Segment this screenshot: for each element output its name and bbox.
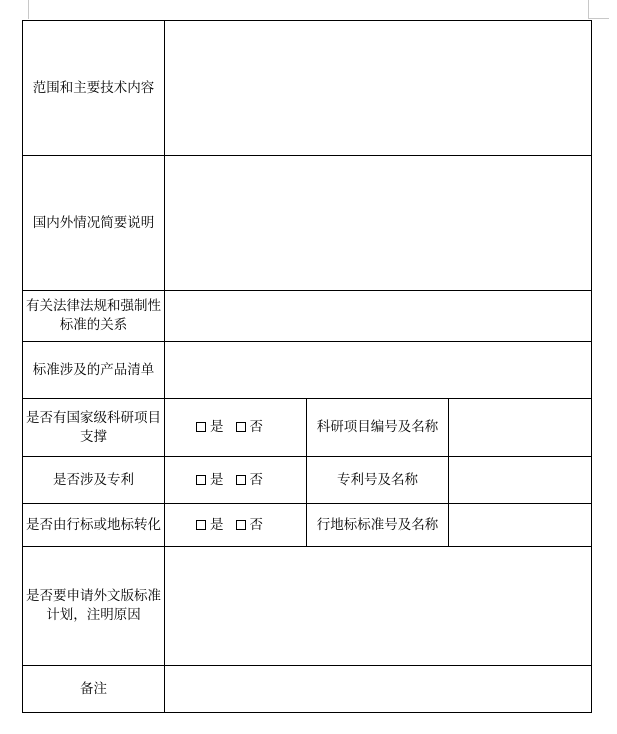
no-label: 否 [249, 419, 263, 435]
no-label: 否 [249, 471, 263, 488]
empty-checkbox-icon[interactable] [236, 520, 246, 530]
page-margin-mark-top [589, 18, 609, 19]
research-project-yes-option[interactable] [196, 418, 224, 437]
page-margin-mark-left [28, 0, 29, 19]
no-label: 否 [249, 516, 263, 533]
research-project-choice [165, 399, 307, 457]
research-project-detail-field[interactable] [449, 399, 592, 457]
table-row-research-project [23, 399, 592, 457]
scope-label: 范围和主要技术内容 [23, 21, 165, 156]
table-row-foreign-language-plan [23, 547, 592, 666]
standard-conversion-detail-field[interactable] [449, 504, 592, 547]
product-list-label: 标准涉及的产品清单 [23, 342, 165, 399]
standard-conversion-yes-option[interactable] [196, 516, 224, 535]
research-project-label: 是否有国家级科研项目支撑 [23, 399, 165, 457]
patent-no-option[interactable] [236, 471, 264, 490]
standard-conversion-label: 是否由行标或地标转化 [23, 504, 165, 547]
table-row-remarks [23, 666, 592, 713]
yes-label: 是 [210, 419, 224, 435]
table-row-product-list [23, 342, 592, 399]
patent-choice [165, 457, 307, 504]
standard-proposal-form-table [22, 20, 592, 713]
standard-conversion-no-option[interactable] [236, 516, 264, 535]
remarks-field[interactable] [165, 666, 592, 713]
remarks-label: 备注 [23, 666, 165, 713]
law-relation-label: 有关法律法规和强制性标准的关系 [23, 291, 165, 342]
domestic-foreign-field[interactable] [165, 156, 592, 291]
research-project-no-option[interactable] [236, 418, 264, 437]
table-row-law-relation [23, 291, 592, 342]
empty-checkbox-icon[interactable] [196, 422, 206, 432]
foreign-language-plan-field[interactable] [165, 547, 592, 666]
law-relation-field[interactable] [165, 291, 592, 342]
standard-conversion-choice [165, 504, 307, 547]
empty-checkbox-icon[interactable] [236, 422, 246, 432]
yes-label: 是 [210, 471, 224, 488]
patent-label: 是否涉及专利 [23, 457, 165, 504]
patent-detail-field[interactable] [449, 457, 592, 504]
empty-checkbox-icon[interactable] [196, 520, 206, 530]
scope-field[interactable] [165, 21, 592, 156]
patent-detail-label: 专利号及名称 [307, 457, 449, 504]
product-list-field[interactable] [165, 342, 592, 399]
empty-checkbox-icon[interactable] [196, 475, 206, 485]
table-row-domestic-foreign [23, 156, 592, 291]
standard-conversion-detail-label: 行地标标准号及名称 [307, 504, 449, 547]
domestic-foreign-label: 国内外情况简要说明 [23, 156, 165, 291]
research-project-detail-label: 科研项目编号及名称 [307, 399, 449, 457]
patent-yes-option[interactable] [196, 471, 224, 490]
table-row-standard-conversion [23, 504, 592, 547]
foreign-language-plan-label: 是否要申请外文版标准计划，注明原因 [23, 547, 165, 666]
page-margin-mark-right [588, 0, 589, 19]
empty-checkbox-icon[interactable] [236, 475, 246, 485]
yes-label: 是 [210, 516, 224, 533]
table-row-patent [23, 457, 592, 504]
table-row-scope [23, 21, 592, 156]
